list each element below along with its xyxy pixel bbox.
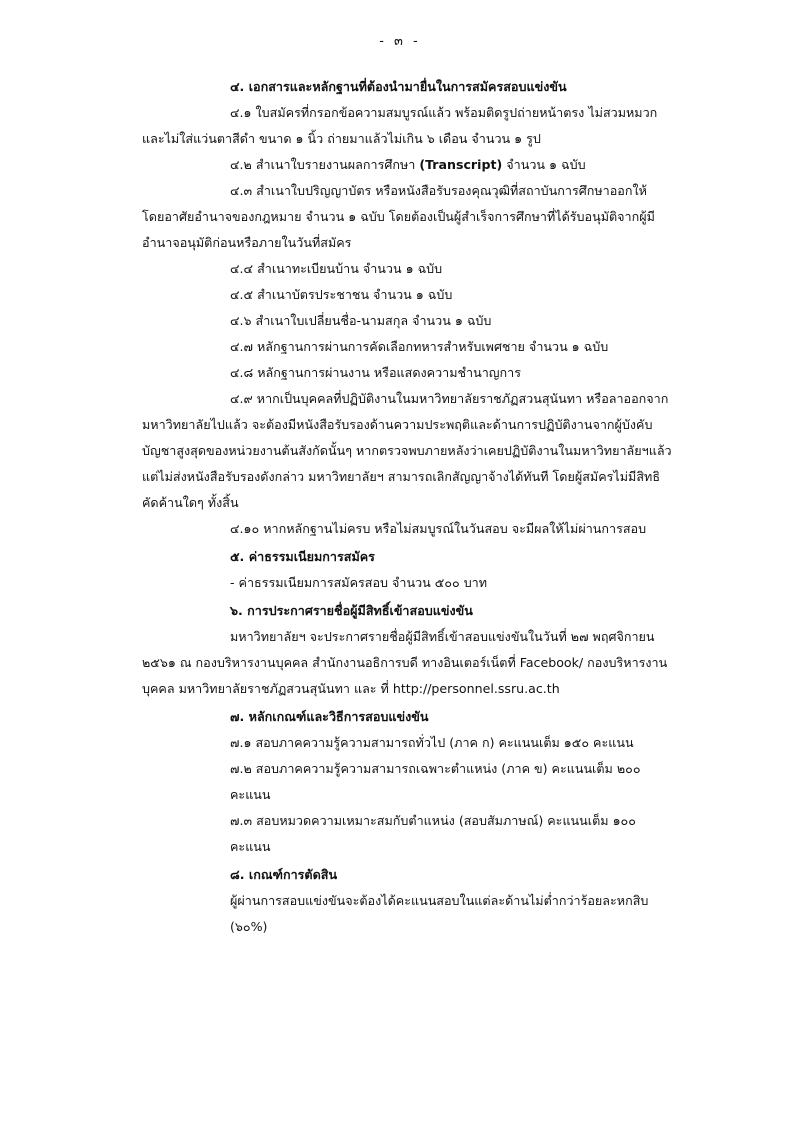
- section-6-body: มหาวิทยาลัยฯ จะประกาศรายชื่อผู้มีสิทธิ์เข้าสอบแข่งขันในวันที่ ๒๗ พฤศจิกายน ๒๕๖๑ ณ กองบริหารงานบุคคล สำนักงานอธิการบดี ทางอินเตอร์เน็ตที่ Facebook/ กองบริหารงานบุคคล มหาวิทยาลัยราชภัฏสวนสุนันทา และ ที่ http://personnel.ssru.ac.th: [142, 629, 668, 696]
- item-5-1: - ค่าธรรมเนียมการสมัครสอบ จำนวน ๕๐๐ บาท: [230, 575, 488, 590]
- section-7-heading: ๗. หลักเกณฑ์และวิธีการสอบแข่งขัน: [230, 709, 429, 724]
- item-4-9: ๔.๙ หากเป็นบุคคลที่ปฏิบัติงานในมหาวิทยาลัยราชภัฏสวนสุนันทา หรือลาออกจากมหาวิทยาลัยไปแล้ว จะต้องมีหนังสือรับรองด้านความประพฤติและด้านการปฏิบัติงานจากผู้บังคับบัญชาสูงสุดของหน่วยงานต้นสังกัดนั้นๆ หากตรวจพบภายหลังว่าเคยปฏิบัติงานในมหาวิทยาลัยฯแล้ว แต่ไม่ส่งหนังสือรับรองดังกล่าว มหาวิทยาลัยฯ สามารถเลิกสัญญาจ้างได้ทันที โดยผู้สมัครไม่มีสิทธิคัดค้านใดๆ ทั้งสิ้น: [142, 391, 672, 510]
- section-8-heading: ๘. เกณฑ์การตัดสิน: [230, 867, 338, 882]
- section-6-heading: ๖. การประกาศรายชื่อผู้มีสิทธิ์เข้าสอบแข่งขัน: [230, 603, 473, 618]
- item-4-1: ๔.๑ ใบสมัครที่กรอกข้อความสมบูรณ์แล้ว พร้อมติดรูปถ่ายหน้าตรง ไม่สวมหมวกและไม่ใส่แว่นตาสีดำ ขนาด ๑ นิ้ว ถ่ายมาแล้วไม่เกิน ๖ เดือน จำนวน ๑ รูป: [142, 105, 658, 146]
- section-5-heading: ๕. ค่าธรรมเนียมการสมัคร: [230, 549, 375, 564]
- item-4-3: ๔.๓ สำเนาใบปริญญาบัตร หรือหนังสือรับรองคุณวุฒิที่สถาบันการศึกษาออกให้ โดยอาศัยอำนาจของกฎหมาย จำนวน ๑ ฉบับ โดยต้องเป็นผู้สำเร็จการศึกษาที่ได้รับอนุมัติจากผู้มีอำนาจอนุมัติก่อนหรือภายในวันที่สมัคร: [142, 183, 655, 250]
- item-4-6: ๔.๖ สำเนาใบเปลี่ยนชื่อ-นามสกุล จำนวน ๑ ฉบับ: [230, 313, 492, 328]
- item-7-2: ๗.๒ สอบภาคความรู้ความสามารถเฉพาะตำแหน่ง (ภาค ข) คะแนนเต็ม ๒๐๐ คะแนน: [230, 761, 641, 802]
- item-4-7: ๔.๗ หลักฐานการผ่านการคัดเลือกทหารสำหรับเพศชาย จำนวน ๑ ฉบับ: [230, 339, 609, 354]
- item-4-2-text: ๔.๒ สำเนาใบรายงานผลการศึกษา: [230, 157, 420, 172]
- item-4-10: ๔.๑๐ หากหลักฐานไม่ครบ หรือไม่สมบูรณ์ในวันสอบ จะมีผลให้ไม่ผ่านการสอบ: [230, 521, 647, 536]
- item-4-2-count: จำนวน ๑ ฉบับ: [502, 157, 586, 172]
- page-number: - ๓ -: [379, 34, 421, 49]
- item-4-5: ๔.๕ สำเนาบัตรประชาชน จำนวน ๑ ฉบับ: [230, 287, 453, 302]
- item-4-4: ๔.๔ สำเนาทะเบียนบ้าน จำนวน ๑ ฉบับ: [230, 261, 443, 276]
- item-4-2-transcript: (Transcript): [419, 157, 503, 172]
- item-7-3: ๗.๓ สอบหมวดความเหมาะสมกับตำแหน่ง (สอบสัมภาษณ์) คะแนนเต็ม ๑๐๐ คะแนน: [230, 813, 636, 854]
- item-7-1: ๗.๑ สอบภาคความรู้ความสามารถทั่วไป (ภาค ก) คะแนนเต็ม ๑๕๐ คะแนน: [230, 735, 634, 750]
- section-8-body: ผู้ผ่านการสอบแข่งขันจะต้องได้คะแนนสอบในแต่ละด้านไม่ต่ำกว่าร้อยละหกสิบ (๖๐%): [230, 893, 649, 934]
- document-body: [142, 72, 672, 940]
- item-4-2: [142, 152, 672, 178]
- item-4-8: ๔.๘ หลักฐานการผ่านงาน หรือแสดงความชำนาญการ: [230, 365, 522, 380]
- section-4-heading: ๔. เอกสารและหลักฐานที่ต้องนำมายื่นในการสมัครสอบแข่งขัน: [230, 79, 567, 94]
